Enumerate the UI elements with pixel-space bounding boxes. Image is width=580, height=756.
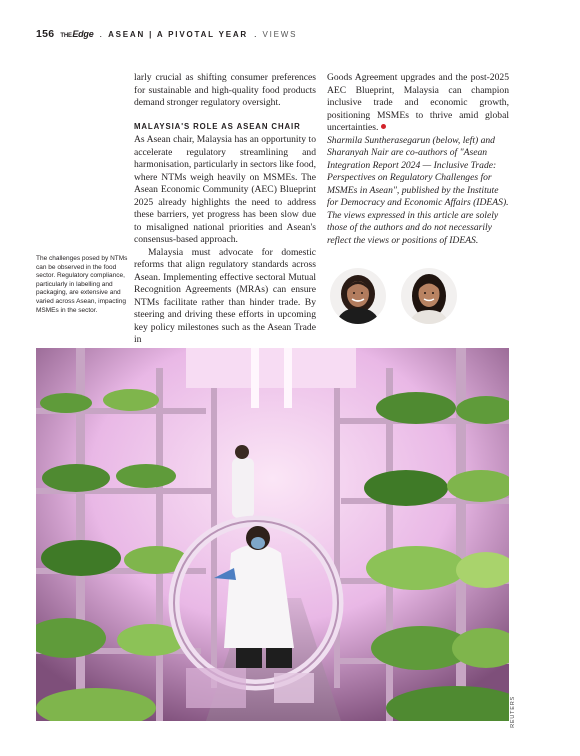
page-number: 156 xyxy=(36,28,55,40)
logo-the: THE xyxy=(60,33,72,39)
logo-edge: Edge xyxy=(72,29,94,39)
publication-logo xyxy=(60,29,93,39)
author-portrait-right xyxy=(401,268,457,324)
end-mark-icon xyxy=(381,124,386,129)
author-bio: Sharmila Suntherasegarun (below, left) and Sharanyah Nair are co-authors of "Asean Integration Report 2024 — Inclusive Trade: Perspectives on Regulatory Challenges for MSMEs in Asean", published by the Institute for Democracy and Economic Affairs (IDEAS). The views expressed in this article are solely those of the authors and do not necessarily reflect the views or positions of IDEAS. xyxy=(327,134,509,246)
running-header xyxy=(36,27,297,41)
photo-caption: The challenges posed by NTMs can be observed in the food sector. Regulatory compliance, particularly in labelling and packaging, are extensive and varied across Asean, impacting MSMEs in the sector. xyxy=(36,255,128,314)
article-paragraph: larly crucial as shifting consumer preferences for sustainable and high-quality food products demand stronger regulatory oversight. xyxy=(134,72,316,108)
header-separator: . xyxy=(254,29,257,39)
portrait-image xyxy=(401,268,457,324)
section-category: VIEWS xyxy=(262,29,298,39)
subheading: MALAYSIA'S ROLE AS ASEAN CHAIR xyxy=(134,121,301,131)
portrait-image xyxy=(330,268,386,324)
vertical-farm-photo xyxy=(36,348,509,721)
photo-image xyxy=(36,348,509,721)
header-separator: . xyxy=(99,29,103,39)
article-paragraph-end xyxy=(327,72,509,135)
article-column-2 xyxy=(327,72,509,247)
article-column-1 xyxy=(134,72,316,347)
article-paragraph-text: Goods Agreement upgrades and the post-2025 AEC Blueprint, Malaysia can champion inclusive trade and economic growth, positioning MSMEs to thrive amid global uncertainties. xyxy=(327,72,509,133)
article-paragraph: As Asean chair, Malaysia has an opportunity to accelerate regulatory streamlining and harmonisation, particularly in sectors like food, where NTMs weigh heavily on MSMEs. The Asean Economic Community (AEC) Blueprint 2025 already highlights the need to address these barriers, yet progress has been slow due to misaligned national priorities and Asean's consensus-based approach. xyxy=(134,134,316,245)
author-portrait-left xyxy=(330,268,386,324)
section-title: ASEAN | A PIVOTAL YEAR xyxy=(108,29,248,39)
photo-credit: REUTERS xyxy=(510,696,516,728)
article-paragraph: Malaysia must advocate for domestic reforms that align regulatory standards across Asean. Implementing effective sectoral Mutual Recognition Agreements (MRAs) can ensure NTMs facilitate rather than hinder trade. By steering and driving these efforts in upcoming key policy milestones such as the Asean Trade in xyxy=(134,246,316,345)
